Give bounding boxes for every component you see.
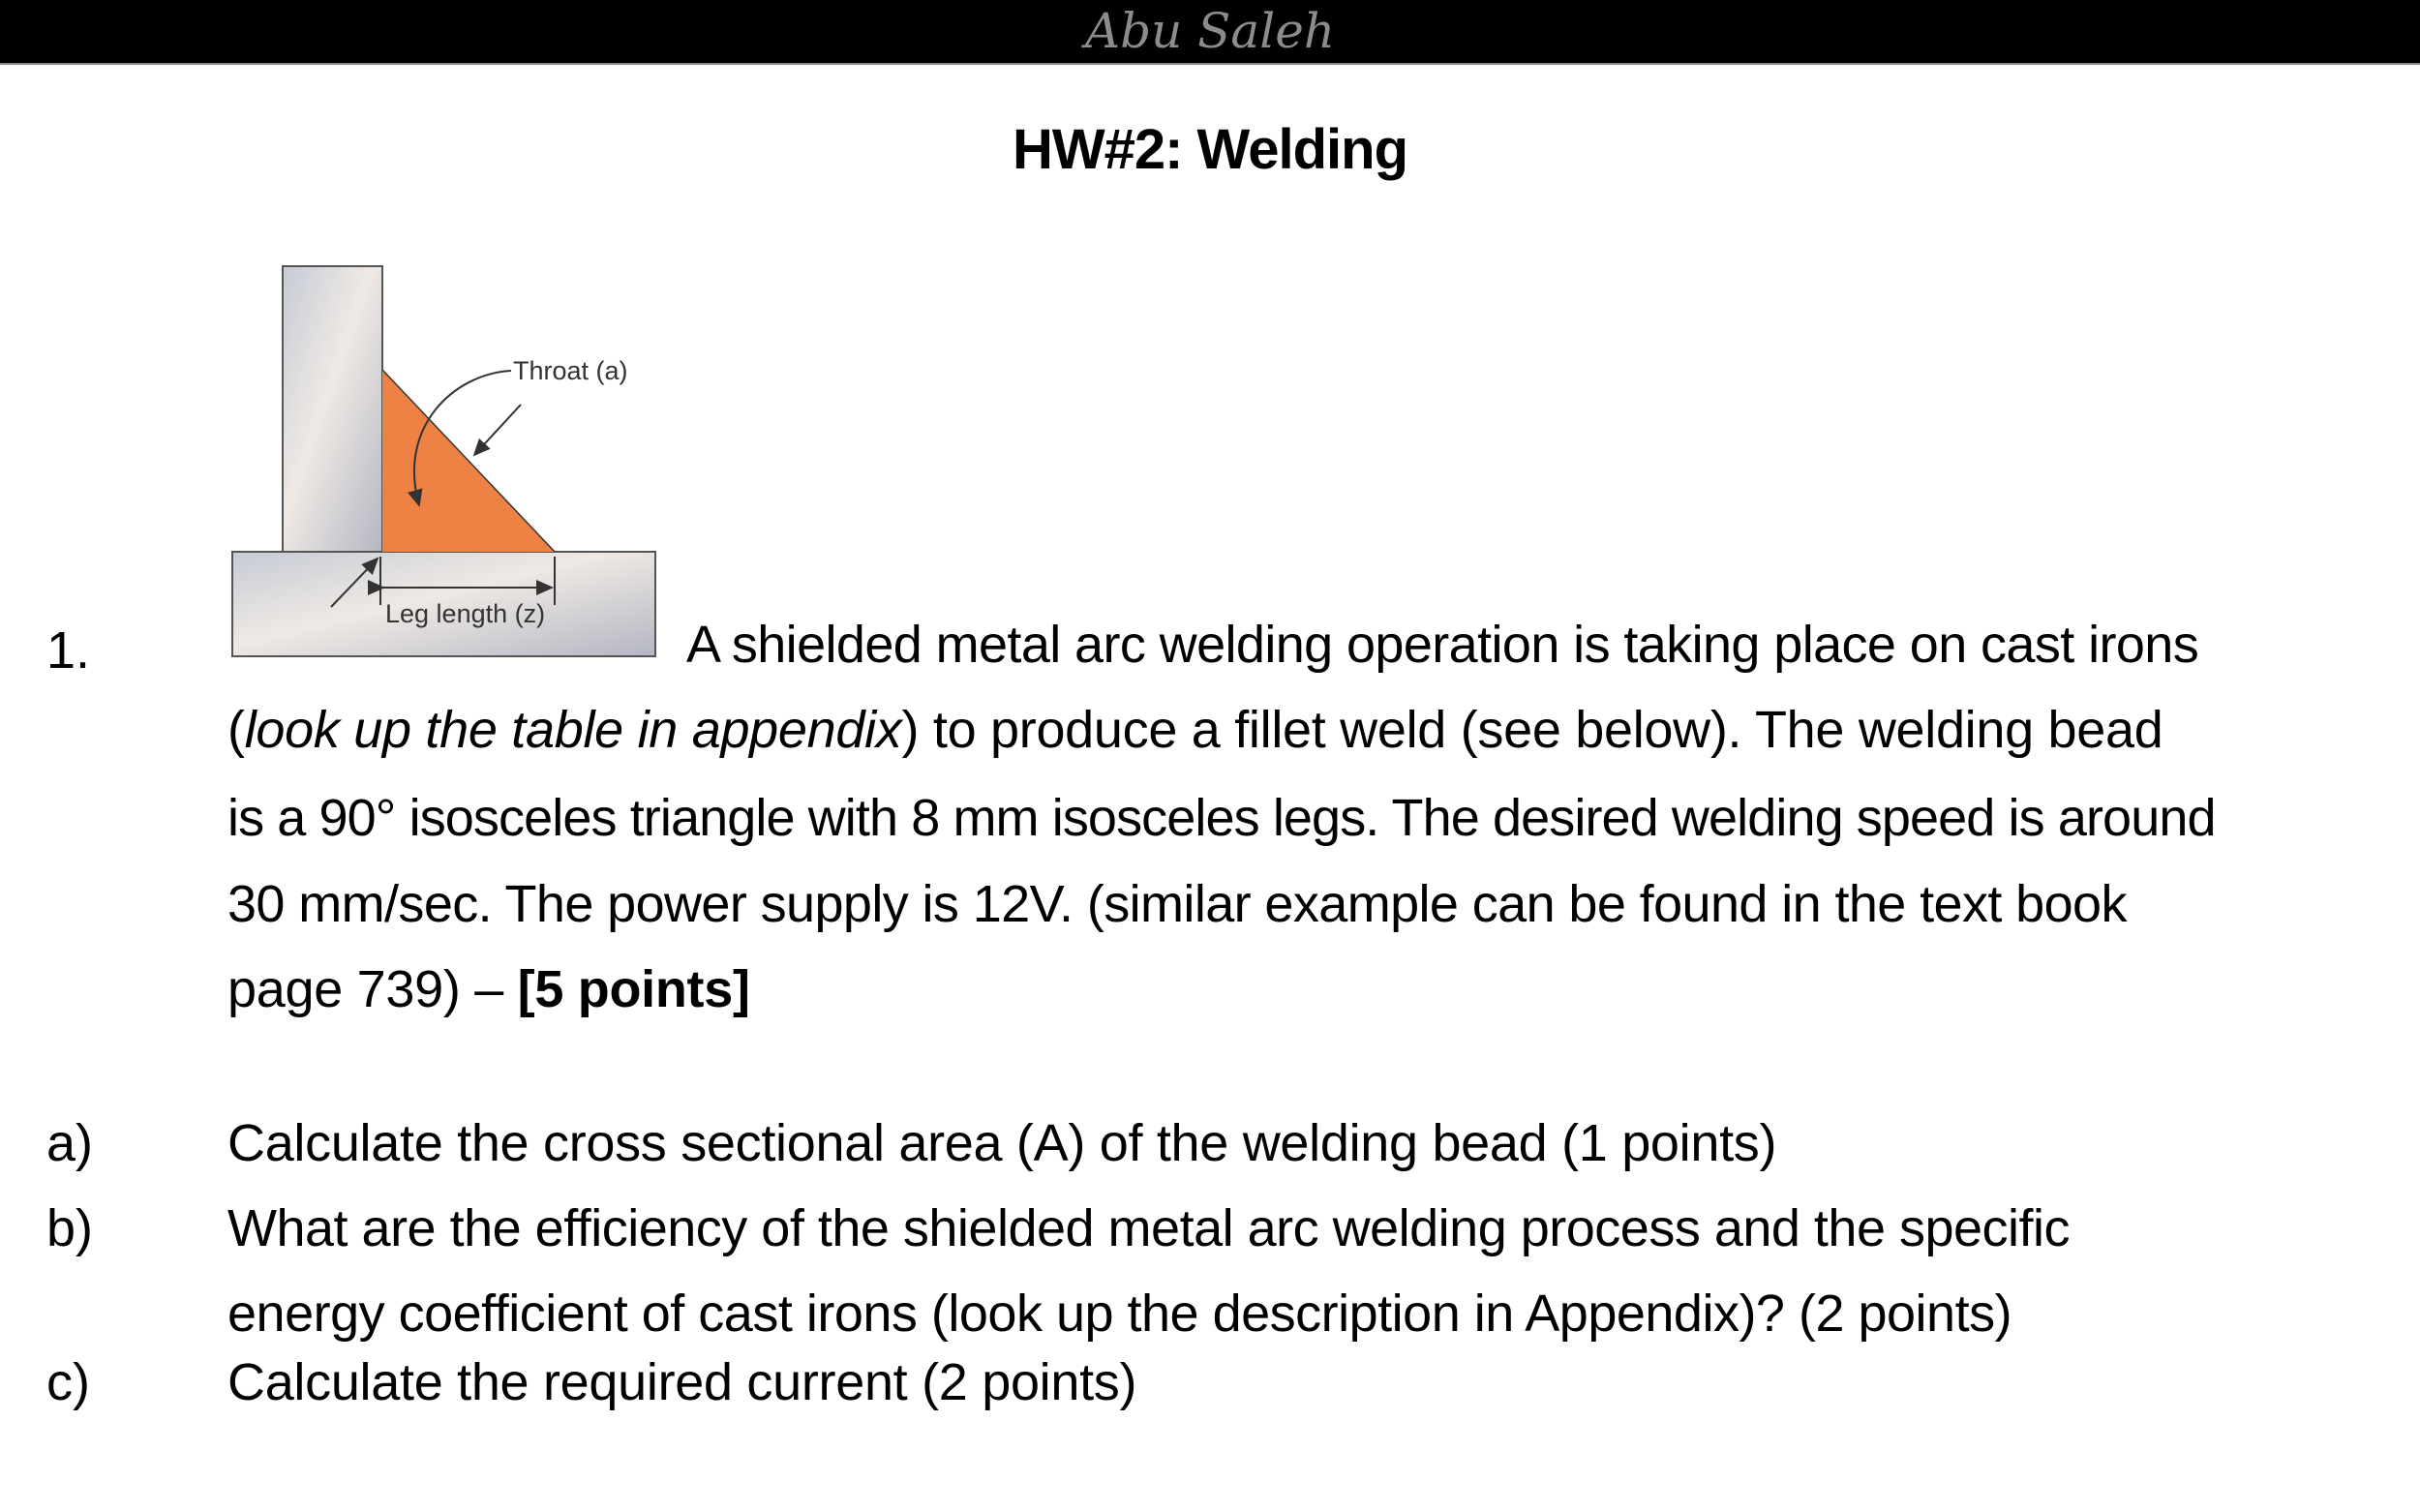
part-c-label: c) — [46, 1353, 90, 1411]
throat-label: Throat (a) — [513, 356, 628, 385]
appendix-hint: look up the table in appendix — [244, 701, 902, 759]
question-number: 1. — [46, 621, 91, 680]
part-b-label: b) — [46, 1199, 94, 1257]
author-name: Abu Saleh — [1084, 3, 1336, 59]
question-line-5 — [227, 958, 750, 1020]
leg-length-label: Leg length (z) — [385, 599, 546, 628]
part-a-label: a) — [46, 1114, 94, 1172]
vertical-plate — [283, 266, 382, 552]
question-line-4: 30 mm/sec. The power supply is 12V. (similar example can be found in the text book — [227, 875, 2127, 933]
part-c-text: Calculate the required current (2 points) — [227, 1353, 1137, 1411]
question-line-1: A shielded metal arc welding operation is taking place on cast irons — [686, 616, 2199, 674]
part-b-text-cont: energy coefficient of cast irons (look up the description in Appendix)? (2 points) — [227, 1285, 2012, 1343]
question-line-2 — [227, 699, 2163, 761]
throat-arrow — [474, 405, 521, 455]
text: ) to produce a fillet weld (see below). The welding bead — [901, 701, 2163, 759]
part-b-text: What are the efficiency of the shielded metal arc welding process and the specific — [227, 1199, 2071, 1257]
text: ( — [227, 701, 245, 759]
points-badge: [5 points] — [517, 960, 750, 1018]
text: page 739) – — [227, 960, 518, 1018]
page-title: HW#2: Welding — [1012, 118, 1408, 181]
part-a-text: Calculate the cross sectional area (A) of the welding bead (1 points) — [227, 1114, 1777, 1172]
question-line-3: is a 90° isosceles triangle with 8 mm isosceles legs. The desired welding speed is around — [227, 789, 2216, 847]
